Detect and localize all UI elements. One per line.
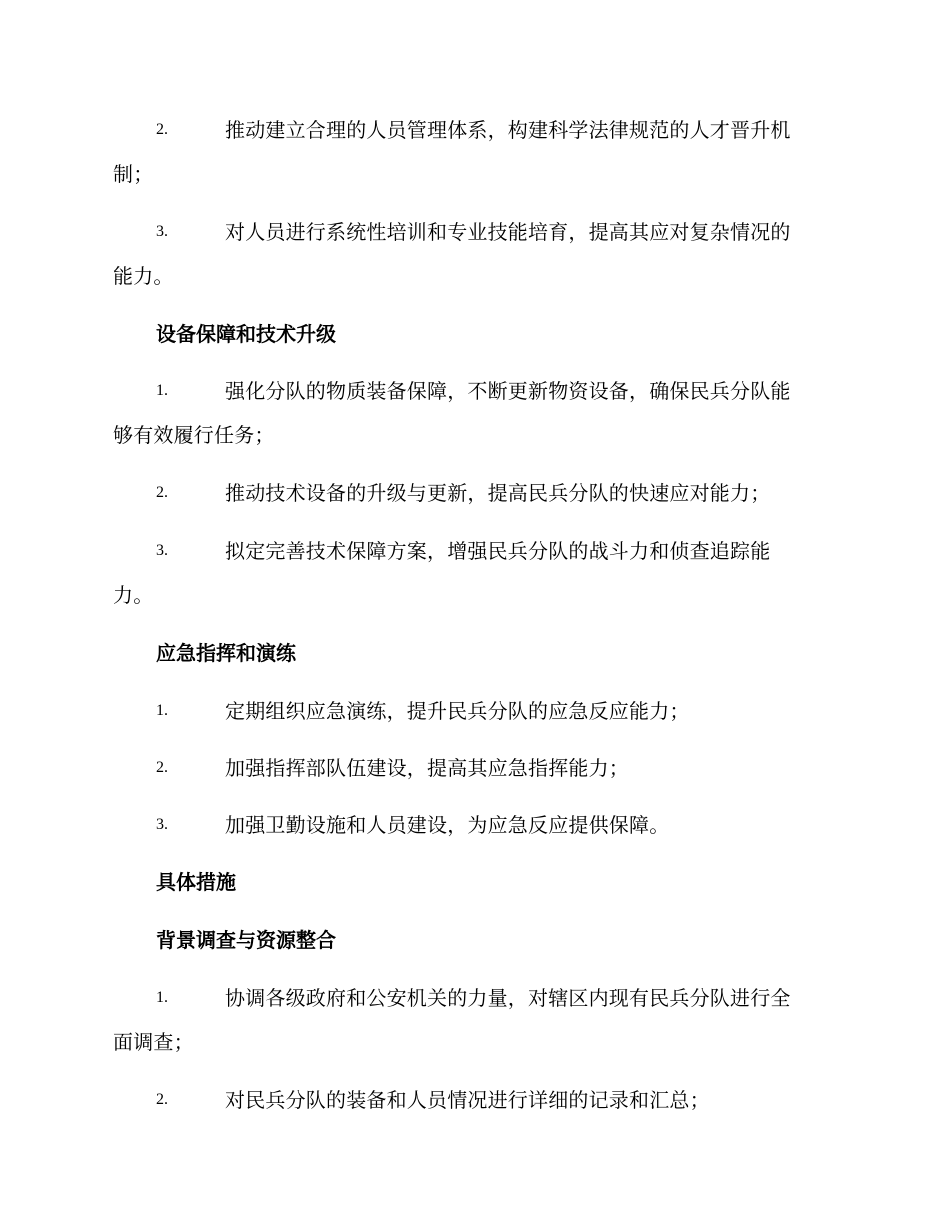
list-item-text: 对人员进行系统性培训和专业技能培育，提高其应对复杂情况的 — [225, 220, 791, 244]
section-heading: 设备保障和技术升级 — [156, 322, 336, 346]
list-item-number: 3. — [156, 223, 168, 240]
list-item-text: 定期组织应急演练，提升民兵分队的应急反应能力； — [225, 699, 690, 723]
list-item-continuation: 力。 — [113, 583, 154, 607]
list-item-number: 1. — [156, 989, 168, 1006]
list-item-number: 2. — [156, 1091, 168, 1108]
section-heading: 背景调查与资源整合 — [156, 928, 336, 952]
section-heading: 具体措施 — [156, 870, 236, 894]
list-item-text: 拟定完善技术保障方案，增强民兵分队的战斗力和侦查追踪能 — [225, 539, 771, 563]
list-item-text: 对民兵分队的装备和人员情况进行详细的记录和汇总； — [225, 1088, 710, 1112]
list-item-text: 强化分队的物质装备保障，不断更新物资设备，确保民兵分队能 — [225, 379, 791, 403]
list-item-continuation: 制； — [113, 162, 154, 186]
list-item-continuation: 够有效履行任务； — [113, 423, 275, 447]
list-item-number: 1. — [156, 382, 168, 399]
list-item-text: 协调各级政府和公安机关的力量，对辖区内现有民兵分队进行全 — [225, 986, 791, 1010]
list-item-text: 加强指挥部队伍建设，提高其应急指挥能力； — [225, 756, 629, 780]
list-item-number: 2. — [156, 484, 168, 501]
list-item-number: 3. — [156, 816, 168, 833]
list-item-text: 加强卫勤设施和人员建设，为应急反应提供保障。 — [225, 813, 670, 837]
list-item-number: 1. — [156, 702, 168, 719]
list-item-continuation: 面调查； — [113, 1030, 194, 1054]
list-item-number: 2. — [156, 759, 168, 776]
list-item-number: 2. — [156, 121, 168, 138]
list-item-text: 推动技术设备的升级与更新，提高民兵分队的快速应对能力； — [225, 481, 771, 505]
list-item-continuation: 能力。 — [113, 264, 174, 288]
list-item-text: 推动建立合理的人员管理体系，构建科学法律规范的人才晋升机 — [225, 118, 791, 142]
list-item-number: 3. — [156, 542, 168, 559]
section-heading: 应急指挥和演练 — [156, 641, 296, 665]
